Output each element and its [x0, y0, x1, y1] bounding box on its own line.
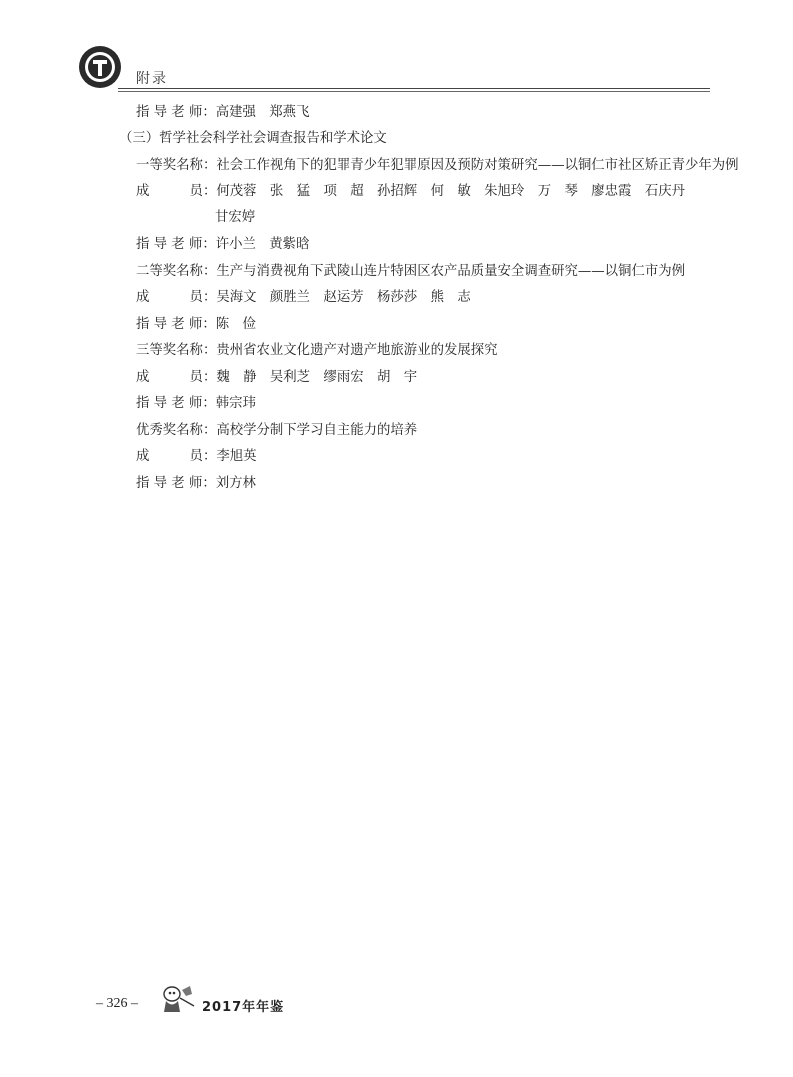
item-value: 高建强 郑燕飞 [215, 105, 310, 120]
item-value: 魏 静 吴利芝 缪雨宏 胡 宇 [216, 370, 418, 385]
item-label: 三等奖名称： [136, 343, 217, 358]
item-value: 刘方林 [215, 476, 256, 491]
page-header [78, 45, 710, 90]
page-number: – 326 – [96, 996, 138, 1011]
list-item [136, 343, 498, 359]
header-section-title: 附录 [136, 71, 168, 87]
item-label: 优秀奖名称： [136, 423, 217, 438]
item-label: 指 导 老 师： [136, 396, 216, 411]
header-rule-thin [118, 91, 710, 92]
list-item [136, 237, 309, 253]
item-label: 指 导 老 师： [136, 317, 216, 332]
mascot-icon [160, 984, 196, 1014]
list-item [136, 396, 256, 412]
item-value: 陈 俭 [215, 317, 256, 332]
item-label: 成 员： [136, 449, 217, 464]
item-label: 指 导 老 师： [136, 105, 216, 120]
header-rule [118, 88, 710, 89]
item-label: 成 员： [136, 370, 217, 385]
item-value: 何茂蓉 张 猛 项 超 孙招辉 何 敏 朱旭玲 万 琴 廖忠霞 石庆丹 [216, 184, 686, 199]
item-label: 指 导 老 师： [136, 476, 216, 491]
item-value: 高校学分制下学习自主能力的培养 [216, 423, 418, 438]
list-item [136, 423, 417, 439]
item-value: 贵州省农业文化遗产对遗产地旅游业的发展探究 [216, 343, 498, 358]
item-label: 二等奖名称： [136, 264, 217, 279]
item-label: 成 员： [136, 290, 217, 305]
list-item [136, 105, 309, 121]
list-item [136, 158, 739, 174]
item-label: 指 导 老 师： [136, 237, 216, 252]
list-item [136, 449, 257, 465]
section-heading: （三）哲学社会科学社会调查报告和学术论文 [119, 131, 387, 146]
item-value: 许小兰 黄紫晗 [215, 237, 310, 252]
list-item [136, 317, 256, 333]
item-value: 吴海文 颜胜兰 赵运芳 杨莎莎 熊 志 [216, 290, 471, 305]
list-item [136, 184, 685, 200]
list-item [136, 476, 256, 492]
item-value: 社会工作视角下的犯罪青少年犯罪原因及预防对策研究——以铜仁市社区矫正青少年为例 [216, 158, 739, 173]
list-item-continuation [215, 210, 255, 226]
page-footer [96, 990, 396, 1020]
university-logo-icon [78, 45, 122, 89]
item-label: 一等奖名称： [136, 158, 217, 173]
list-item [136, 370, 417, 386]
item-label: 成 员： [136, 184, 217, 199]
item-value: 李旭英 [216, 449, 257, 464]
item-value: 甘宏婷 [215, 210, 256, 225]
item-value: 韩宗玮 [215, 396, 256, 411]
list-item [136, 290, 471, 306]
list-item [136, 264, 685, 280]
book-title: 2017年年鉴 [202, 1000, 285, 1015]
item-value: 生产与消费视角下武陵山连片特困区农产品质量安全调查研究——以铜仁市为例 [216, 264, 686, 279]
